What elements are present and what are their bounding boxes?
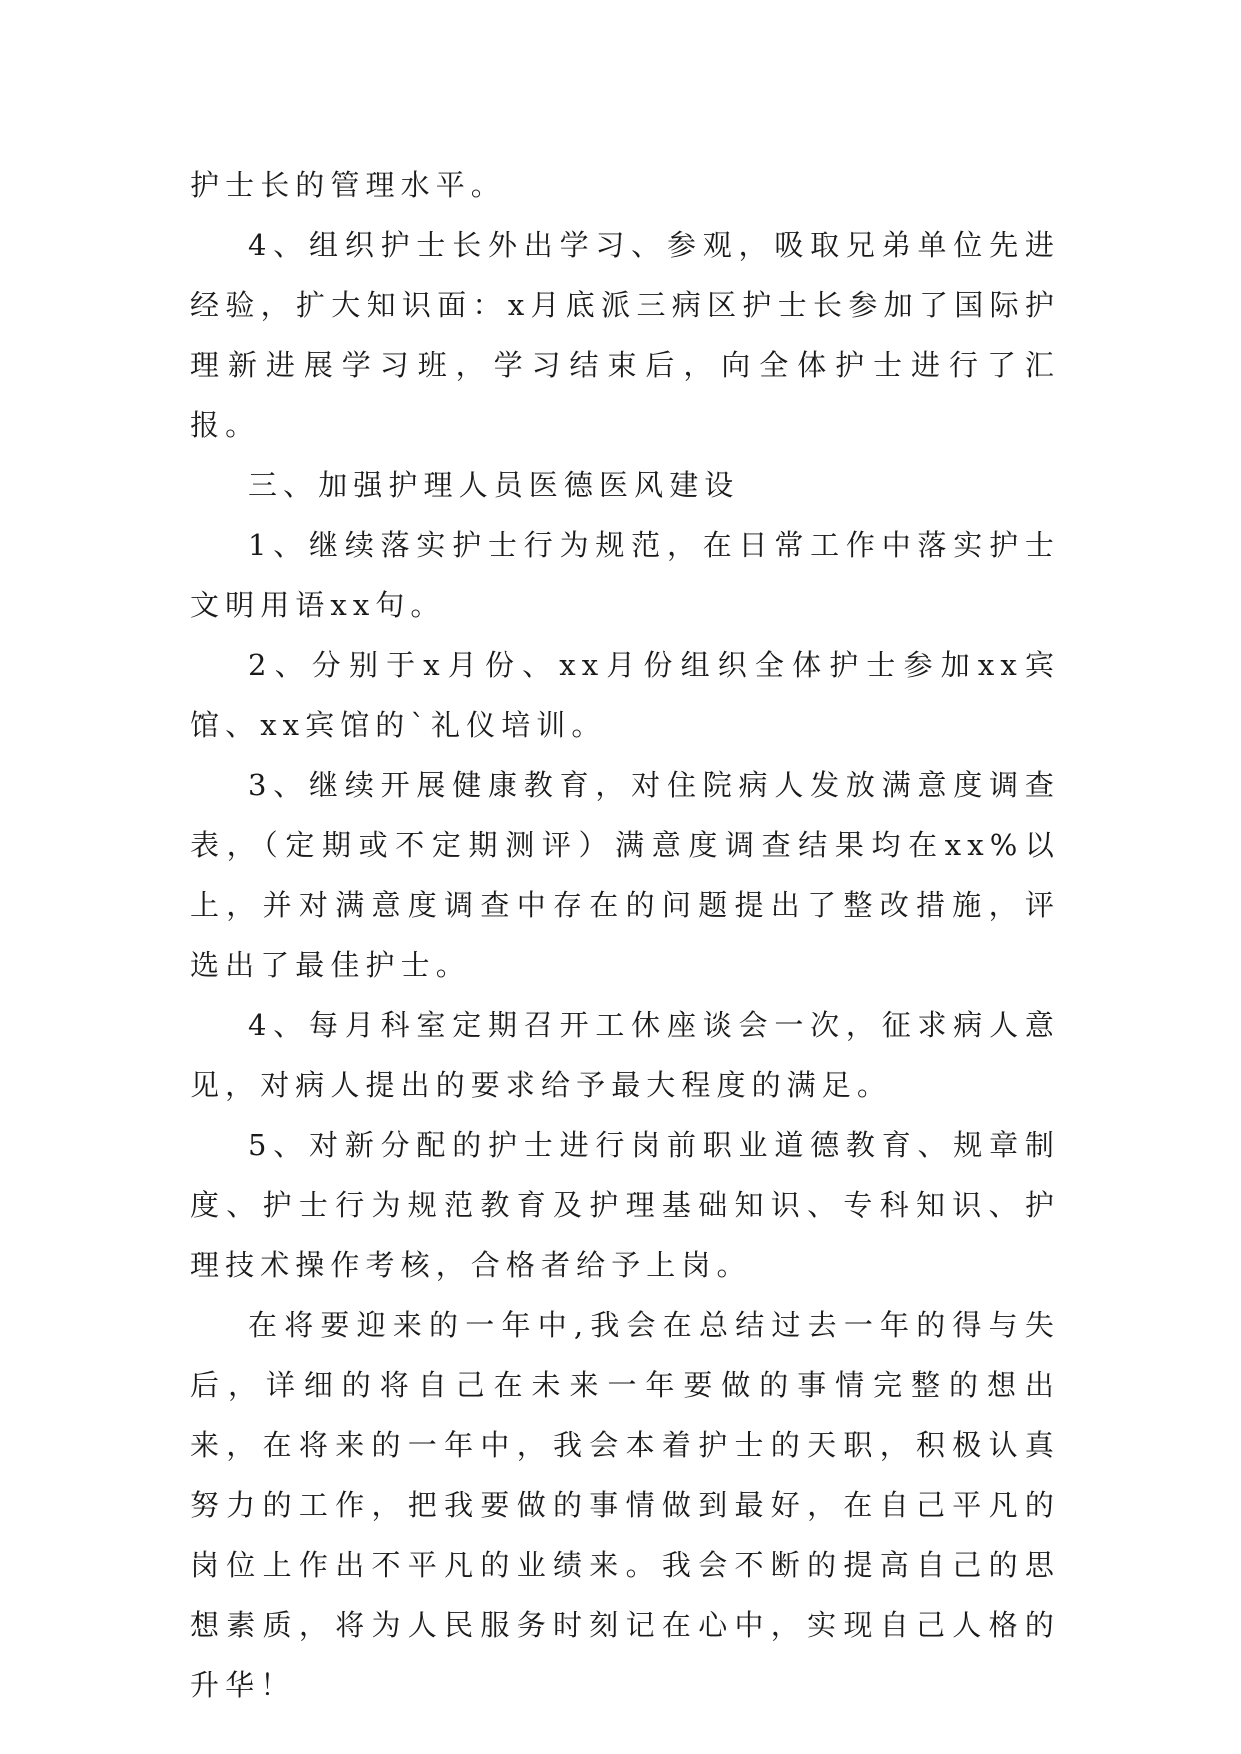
paragraph-8: 5、对新分配的护士进行岗前职业道德教育、规章制度、护士行为规范教育及护理基础知识、专科知识、护理技术操作考核，合格者给予上岗。 xyxy=(190,1128,1060,1282)
paragraph-1: 护士长的管理水平。 xyxy=(190,168,506,202)
paragraph-7: 4、每月科室定期召开工休座谈会一次，征求病人意见，对病人提出的要求给予最大程度的满足。 xyxy=(190,1008,1060,1102)
paragraph-4: 1、继续落实护士行为规范，在日常工作中落实护士文明用语xx句。 xyxy=(190,528,1060,622)
closing-paragraph: 在将要迎来的一年中,我会在总结过去一年的得与失后，详细的将自己在未来一年要做的事情完整的想出来，在将来的一年中，我会本着护士的天职，积极认真努力的工作，把我要做的事情做到最好，在自己平凡的岗位上作出不平凡的业绩来。我会不断的提高自己的思想素质，将为人民服务时刻记在心中，实现自己人格的升华！ xyxy=(190,1308,1060,1702)
paragraph-6: 3、继续开展健康教育，对住院病人发放满意度调查表，（定期或不定期测评）满意度调查结果均在xx%以上，并对满意度调查中存在的问题提出了整改措施，评选出了最佳护士。 xyxy=(190,768,1060,982)
section-heading: 三、加强护理人员医德医风建设 xyxy=(248,468,740,502)
document-body xyxy=(190,155,1060,1715)
paragraph-5: 2、分别于x月份、xx月份组织全体护士参加xx宾馆、xx宾馆的`礼仪培训。 xyxy=(190,648,1060,742)
paragraph-2: 4、组织护士长外出学习、参观，吸取兄弟单位先进经验，扩大知识面：x月底派三病区护士长参加了国际护理新进展学习班，学习结束后，向全体护士进行了汇报。 xyxy=(190,228,1060,442)
